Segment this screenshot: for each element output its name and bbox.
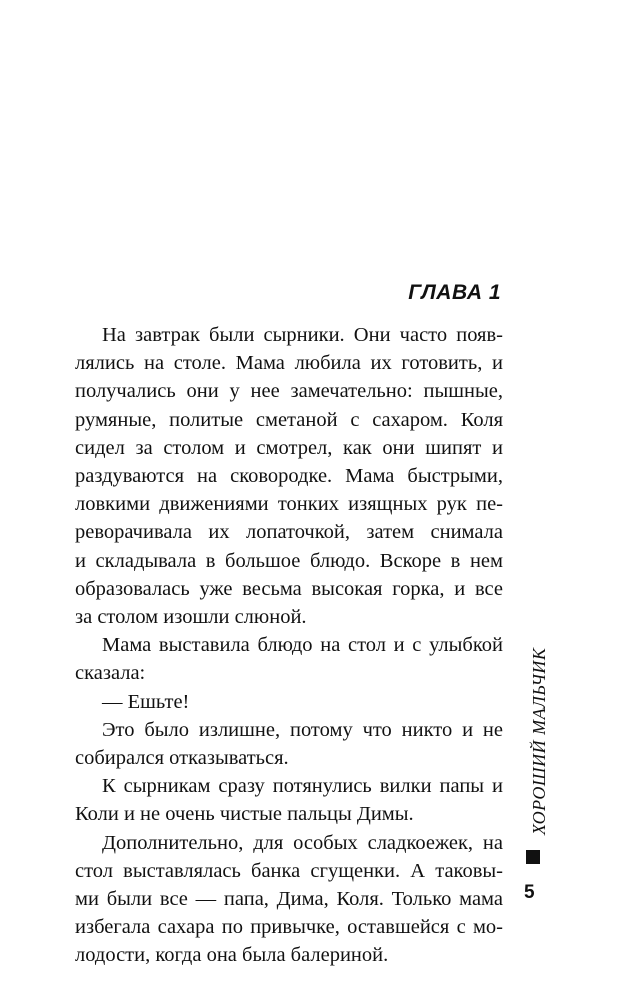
page-number: 5 — [524, 882, 535, 903]
text-line: ми были все — папа, Дима, Коля. Только мама — [75, 888, 503, 911]
text-line: за столом изошли слюной. — [75, 606, 307, 629]
text-line: румяные, политые сметаной с сахаром. Коля — [75, 408, 503, 431]
running-head-book-title: ХОРОШИЙ МАЛЬЧИК — [529, 647, 549, 835]
black-square-marker — [526, 850, 540, 864]
text-line: реворачивала их лопаточкой, затем снимала — [75, 521, 503, 544]
chapter-title: ГЛАВА 1 — [408, 281, 501, 304]
text-line: На завтрак были сырники. Они часто появ- — [102, 324, 503, 346]
text-line: и складывала в большое блюдо. Вскоре в нем — [75, 549, 503, 572]
text-line: Коли и не очень чистые пальцы Димы. — [75, 803, 414, 826]
text-line: ловкими движениями тонких изящных рук пе- — [75, 493, 503, 516]
text-line: образовалась уже весьма высокая горка, и все — [75, 577, 503, 600]
text-line: стол выставлялась банка сгущенки. А таковы- — [75, 859, 503, 882]
text-line: избегала сахара по привычке, оставшейся с мо- — [75, 916, 503, 939]
text-line: Дополнительно, для особых сладкоежек, на — [102, 831, 503, 854]
text-line: лялись на столе. Мама любила их готовить, и — [75, 352, 503, 375]
text-line: сидел за столом и смотрел, как они шипят и — [75, 436, 503, 459]
text-line: Мама выставила блюдо на стол и с улыбкой — [102, 634, 503, 657]
text-line: сказала: — [75, 662, 146, 685]
text-line: получались они у нее замечательно: пышные, — [75, 380, 503, 403]
text-line: раздуваются на сковородке. Мама быстрыми, — [75, 465, 503, 488]
text-line: — Ешьте! — [102, 690, 190, 713]
text-line: К сырникам сразу потянулись вилки папы и — [102, 775, 503, 798]
text-line: Это было излишне, потому что никто и не — [102, 718, 503, 741]
text-line: лодости, когда она была балериной. — [75, 944, 389, 967]
chapter-body-text — [75, 321, 503, 970]
text-line: собирался отказываться. — [75, 747, 289, 770]
